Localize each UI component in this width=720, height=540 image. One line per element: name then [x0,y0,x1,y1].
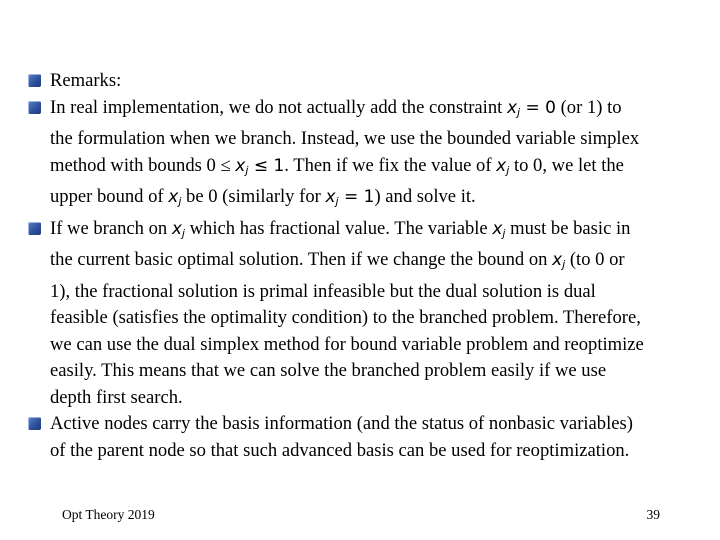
text-line [50,279,698,306]
text-run: . Then if we fix the value of [284,154,497,176]
math-subscript: j [178,195,182,208]
text-run: must be basic in [505,217,631,239]
text-line [50,438,698,465]
bullet-square-icon [28,101,41,114]
text-run: method with bounds 0 ≤ [50,154,236,176]
text-line [50,411,698,438]
math-variable: x [168,187,179,207]
text-run: (to 0 or [565,249,625,270]
text-line [50,184,698,216]
math-variable: x [171,218,182,239]
math-variable: x [506,97,518,118]
math-expression [507,98,556,118]
bullet-square-icon [28,74,41,87]
text-run: we can use the dual simplex method for bound variable problem and reoptimize [50,333,644,355]
page-number: 39 [646,507,660,522]
text-line [50,153,698,185]
math-relation: = 0 [520,97,556,118]
math-variable: x [325,187,336,207]
text-line [50,385,698,412]
text-run: depth first search. [50,386,183,408]
text-line [50,332,698,359]
text-run: upper bound of [50,186,169,207]
text-run: In real implementation, we do not actually add the constraint [50,96,507,118]
text-run: which has fractional value. The variable [184,217,493,239]
math-subscript: j [562,258,566,271]
math-subscript: j [502,226,506,240]
text-line [50,68,698,95]
math-subscript: j [335,195,339,208]
text-run: Active nodes carry the basis information (and the status of nonbasic variables) [50,413,633,434]
math-variable: x [492,218,503,239]
math-variable: x [235,155,246,176]
math-subscript: j [506,163,510,177]
bullet-square-icon [28,222,41,235]
math-expression [168,187,181,207]
math-relation: ≤ 1 [248,155,285,176]
bullet-item [28,68,698,95]
math-variable: x [552,250,563,270]
slide-body [28,68,698,464]
math-subscript: j [517,105,521,119]
bullet-item [28,411,698,464]
text-run: Remarks: [50,70,122,91]
text-run: be 0 (similarly for [181,186,326,207]
math-subscript: j [181,226,185,240]
bullet-square-icon [28,417,41,430]
math-variable: x [496,155,507,176]
math-expression [172,219,185,239]
text-run: 1), the fractional solution is primal infeasible but the dual solution is dual [50,280,596,302]
math-expression [325,187,374,207]
text-line [50,247,698,279]
text-run: the formulation when we branch. Instead, we use the bounded variable simplex [50,128,640,149]
math-relation: = 1 [338,187,375,207]
text-run: the current basic optimal solution. Then if we change the bound on [50,249,553,270]
text-line [50,216,698,248]
bullet-item [28,216,698,412]
math-subscript: j [245,163,249,177]
math-expression [492,219,505,239]
text-run: feasible (satisfies the optimality condition) to the branched problem. Therefore, [50,307,641,328]
text-run: ) and solve it. [374,186,476,207]
math-expression [496,156,509,176]
bullet-item [28,95,698,216]
text-line [50,95,698,127]
text-line [50,126,698,153]
text-run: to 0, we let the [509,154,624,176]
text-run: (or 1) to [555,96,622,118]
text-run: easily. This means that we can solve the branched problem easily if we use [50,360,607,381]
footer-course-label: Opt Theory 2019 [62,507,155,522]
text-run: of the parent node so that such advanced basis can be used for reoptimization. [50,439,630,461]
math-expression [552,250,565,270]
text-line [50,305,698,332]
math-expression [235,156,284,176]
text-line [50,358,698,385]
text-run: If we branch on [50,217,172,239]
